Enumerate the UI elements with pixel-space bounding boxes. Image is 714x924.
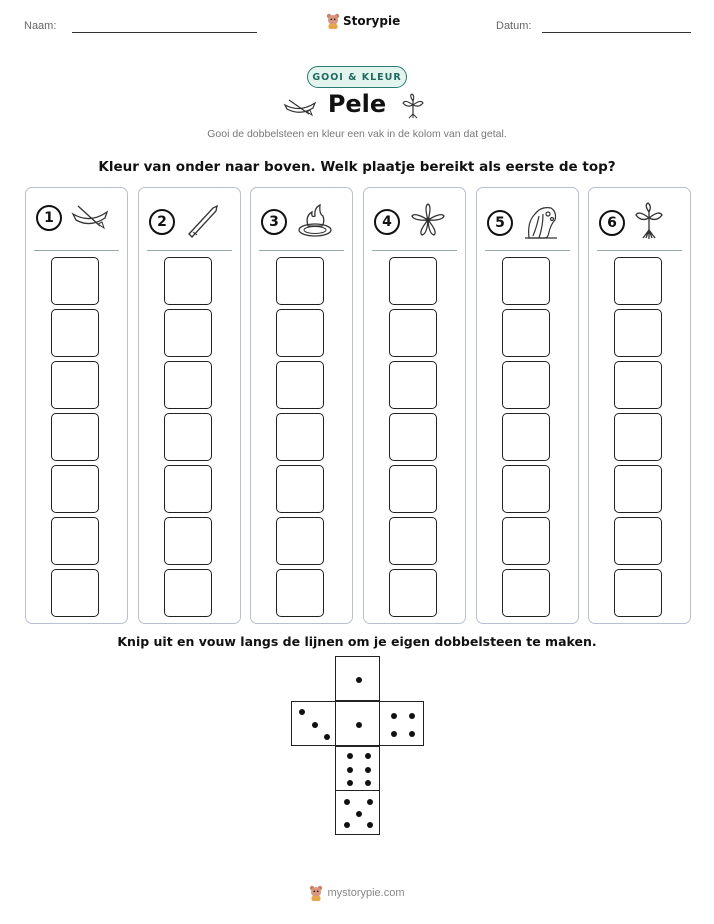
die-pip — [356, 811, 362, 817]
die-pip — [365, 780, 371, 786]
brand-name: Storypie — [343, 14, 401, 28]
column-divider — [597, 250, 682, 251]
die-pip — [324, 734, 330, 740]
column-header — [374, 202, 448, 242]
column-number: 3 — [261, 209, 287, 235]
color-box[interactable] — [502, 361, 550, 409]
die-pip — [367, 799, 373, 805]
column-divider — [147, 250, 232, 251]
column-4 — [363, 187, 466, 624]
color-box[interactable] — [502, 257, 550, 305]
color-box[interactable] — [164, 465, 212, 513]
column-divider — [372, 250, 457, 251]
name-line — [72, 32, 257, 33]
column-5 — [476, 187, 579, 624]
instruction-dice: Knip uit en vouw langs de lijnen om je eigen dobbelsteen te maken. — [117, 634, 597, 649]
column-header — [261, 202, 335, 242]
sprout-icon — [401, 93, 425, 119]
bear-icon — [326, 13, 340, 29]
instruction-top: Kleur van onder naar boven. Welk plaatje bereikt als eerste de top? — [98, 159, 616, 175]
die-pip — [365, 767, 371, 773]
color-box[interactable] — [276, 413, 324, 461]
color-box[interactable] — [276, 569, 324, 617]
die-face-1 — [335, 656, 380, 701]
date-label: Datum: — [496, 20, 532, 32]
color-box[interactable] — [502, 465, 550, 513]
column-header — [487, 202, 561, 244]
die-pip — [356, 677, 362, 683]
color-box[interactable] — [502, 517, 550, 565]
column-1 — [25, 187, 128, 624]
die-pip — [299, 709, 305, 715]
color-box[interactable] — [276, 309, 324, 357]
color-box[interactable] — [614, 257, 662, 305]
die-pip — [409, 731, 415, 737]
die-pip — [391, 713, 397, 719]
column-number: 4 — [374, 209, 400, 235]
brand-logo — [326, 13, 400, 29]
color-box[interactable] — [276, 465, 324, 513]
column-3 — [250, 187, 353, 624]
column-header — [599, 202, 665, 244]
color-box[interactable] — [164, 517, 212, 565]
die-face-4 — [379, 701, 424, 746]
die-pip — [344, 822, 350, 828]
color-box[interactable] — [51, 361, 99, 409]
column-header — [36, 202, 110, 234]
die-face-5 — [335, 790, 380, 835]
canoe-icon — [70, 202, 110, 234]
die-face-1 — [335, 701, 380, 746]
color-box[interactable] — [164, 309, 212, 357]
color-box[interactable] — [51, 309, 99, 357]
color-box[interactable] — [276, 361, 324, 409]
color-box[interactable] — [502, 413, 550, 461]
column-number: 1 — [36, 205, 62, 231]
die-pip — [367, 822, 373, 828]
color-box[interactable] — [389, 569, 437, 617]
name-label: Naam: — [24, 20, 57, 32]
color-box[interactable] — [502, 569, 550, 617]
die-face-6 — [335, 746, 380, 791]
column-divider — [34, 250, 119, 251]
lava-waterfall-icon — [521, 202, 561, 244]
color-box[interactable] — [164, 257, 212, 305]
color-box[interactable] — [389, 309, 437, 357]
color-box[interactable] — [502, 309, 550, 357]
die-face-3 — [291, 701, 336, 746]
column-header — [149, 202, 223, 242]
column-divider — [259, 250, 344, 251]
color-box[interactable] — [389, 361, 437, 409]
color-box[interactable] — [614, 465, 662, 513]
color-box[interactable] — [614, 413, 662, 461]
color-box[interactable] — [164, 361, 212, 409]
die-pip — [344, 799, 350, 805]
die-pip — [347, 767, 353, 773]
color-box[interactable] — [164, 413, 212, 461]
die-pip — [409, 713, 415, 719]
color-box[interactable] — [51, 465, 99, 513]
sprout-icon — [633, 202, 665, 244]
die-pip — [347, 753, 353, 759]
footer — [0, 885, 714, 901]
color-box[interactable] — [614, 517, 662, 565]
column-number: 5 — [487, 210, 513, 236]
color-box[interactable] — [389, 517, 437, 565]
color-box[interactable] — [276, 517, 324, 565]
column-number: 6 — [599, 210, 625, 236]
color-box[interactable] — [51, 569, 99, 617]
column-2 — [138, 187, 241, 624]
color-box[interactable] — [51, 517, 99, 565]
color-box[interactable] — [51, 413, 99, 461]
color-box[interactable] — [164, 569, 212, 617]
fire-icon — [295, 202, 335, 242]
color-box[interactable] — [389, 465, 437, 513]
flower-icon — [408, 202, 448, 242]
bear-icon — [309, 885, 323, 901]
color-box[interactable] — [614, 569, 662, 617]
die-pip — [312, 722, 318, 728]
color-box[interactable] — [276, 257, 324, 305]
footer-url: mystorypie.com — [327, 887, 405, 899]
color-box[interactable] — [389, 413, 437, 461]
color-box[interactable] — [614, 309, 662, 357]
subtitle: Gooi de dobbelsteen en kleur een vak in de kolom van dat getal. — [207, 128, 507, 140]
die-pip — [391, 731, 397, 737]
digging-stick-icon — [183, 202, 223, 242]
column-divider — [485, 250, 570, 251]
date-line — [542, 32, 691, 33]
column-number: 2 — [149, 209, 175, 235]
color-box[interactable] — [614, 361, 662, 409]
column-6 — [588, 187, 691, 624]
page-title: Pele — [327, 90, 387, 118]
game-type-badge: GOOI & KLEUR — [307, 66, 407, 88]
color-box[interactable] — [389, 257, 437, 305]
die-pip — [356, 722, 362, 728]
color-box[interactable] — [51, 257, 99, 305]
die-pip — [347, 780, 353, 786]
die-pip — [365, 753, 371, 759]
